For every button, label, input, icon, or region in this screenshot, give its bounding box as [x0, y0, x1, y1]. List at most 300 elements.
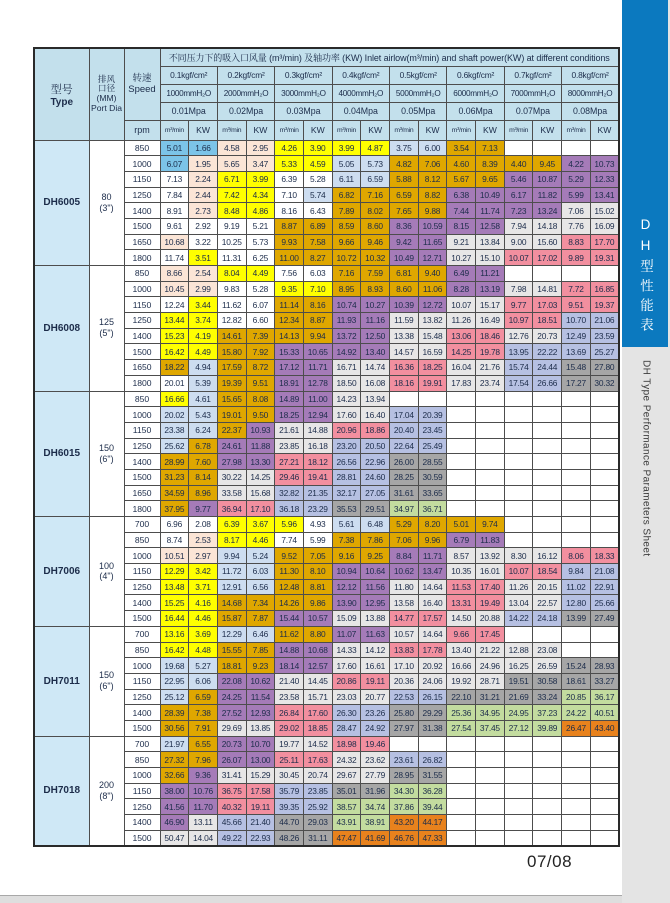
flow-unit-header-3: m³/min: [332, 120, 361, 140]
flow-cell: 30.45: [275, 768, 304, 784]
flow-cell: 29.02: [275, 720, 304, 736]
flow-cell: 48.26: [275, 830, 304, 846]
power-cell: 7.39: [246, 328, 275, 344]
pressure-kgf-header-0: 0.1kgf/cm²: [160, 66, 217, 84]
flow-cell: 7.74: [275, 532, 304, 548]
power-cell: 12.50: [361, 328, 390, 344]
power-cell: [590, 438, 619, 454]
flow-cell: 8.91: [160, 203, 189, 219]
power-cell: 11.21: [476, 266, 505, 282]
flow-cell: [562, 799, 591, 815]
flow-cell: 27.21: [275, 454, 304, 470]
power-cell: [533, 768, 562, 784]
rpm-cell: 1000: [124, 768, 160, 784]
power-cell: 25.92: [303, 799, 332, 815]
flow-cell: 23.20: [332, 438, 361, 454]
power-cell: 16.12: [533, 548, 562, 564]
power-cell: 20.39: [418, 407, 447, 423]
flow-cell: 25.62: [160, 438, 189, 454]
flow-cell: 5.01: [447, 517, 476, 533]
power-cell: 11.65: [418, 234, 447, 250]
rpm-cell: 1500: [124, 611, 160, 627]
flow-cell: 6.39: [275, 171, 304, 187]
sidebar: [622, 0, 670, 903]
flow-cell: 26.47: [562, 720, 591, 736]
flow-cell: 14.25: [447, 344, 476, 360]
flow-cell: [562, 438, 591, 454]
power-cell: 29.29: [418, 705, 447, 721]
flow-cell: 16.36: [390, 360, 419, 376]
power-cell: 5.21: [246, 218, 275, 234]
power-cell: 4.48: [189, 642, 218, 658]
model-column-header: [34, 48, 89, 140]
table-title: 不同压力下的吸入口风量 (m³/min) 及轴功率 (KW) Inlet airlow(m³/min) and shaft power(KW) at different conditions: [160, 48, 619, 66]
power-cell: 23.85: [303, 783, 332, 799]
power-cell: 3.67: [246, 517, 275, 533]
flow-cell: 12.88: [504, 642, 533, 658]
flow-cell: 13.04: [504, 595, 533, 611]
power-cell: 33.65: [418, 485, 447, 501]
flow-cell: 22.10: [447, 689, 476, 705]
power-cell: [533, 469, 562, 485]
power-cell: 13.24: [533, 203, 562, 219]
power-cell: 16.01: [476, 564, 505, 580]
flow-cell: 22.95: [160, 673, 189, 689]
flow-cell: 35.01: [332, 783, 361, 799]
flow-cell: 37.86: [390, 799, 419, 815]
rpm-cell: 1250: [124, 799, 160, 815]
power-cell: [533, 815, 562, 831]
rpm-cell: 850: [124, 266, 160, 282]
power-cell: 19.11: [361, 673, 390, 689]
power-cell: 10.65: [303, 344, 332, 360]
power-cell: 24.44: [533, 360, 562, 376]
power-cell: 6.59: [189, 689, 218, 705]
power-cell: [476, 454, 505, 470]
power-cell: 2.97: [189, 548, 218, 564]
flow-cell: 30.56: [160, 720, 189, 736]
power-cell: 30.58: [533, 673, 562, 689]
flow-cell: 5.46: [504, 171, 533, 187]
flow-cell: 11.93: [332, 313, 361, 329]
flow-cell: 10.39: [390, 297, 419, 313]
flow-cell: 5.29: [562, 171, 591, 187]
pressure-mpa-header-5: 0.06Mpa: [447, 102, 504, 120]
flow-cell: [447, 815, 476, 831]
flow-cell: 20.36: [390, 673, 419, 689]
power-cell: 8.14: [189, 469, 218, 485]
power-cell: 5.24: [246, 548, 275, 564]
power-cell: [590, 532, 619, 548]
power-cell: 22.57: [533, 595, 562, 611]
power-cell: 18.86: [361, 422, 390, 438]
flow-cell: [562, 454, 591, 470]
rpm-cell: 1250: [124, 579, 160, 595]
power-cell: 17.03: [533, 297, 562, 313]
power-cell: 13.88: [361, 611, 390, 627]
rpm-cell: 1000: [124, 156, 160, 172]
port-header-line3: (MM): [96, 93, 117, 104]
power-cell: 12.94: [303, 407, 332, 423]
flow-cell: 19.01: [217, 407, 246, 423]
power-cell: 10.76: [189, 783, 218, 799]
flow-cell: [562, 407, 591, 423]
flow-cell: 8.84: [390, 548, 419, 564]
flow-cell: [504, 469, 533, 485]
power-cell: 11.70: [189, 799, 218, 815]
flow-cell: 15.55: [217, 642, 246, 658]
power-cell: 9.45: [533, 156, 562, 172]
flow-cell: [562, 815, 591, 831]
flow-cell: 9.16: [332, 548, 361, 564]
speed-header-en: Speed: [128, 84, 156, 96]
flow-cell: 10.07: [504, 250, 533, 266]
power-cell: 20.92: [418, 658, 447, 674]
flow-unit-header-7: m³/min: [562, 120, 591, 140]
power-cell: 36.71: [418, 501, 447, 517]
port-header-line4: Port Dia: [90, 103, 123, 114]
power-cell: 11.83: [476, 532, 505, 548]
power-cell: 7.59: [361, 266, 390, 282]
power-cell: 11.54: [246, 689, 275, 705]
flow-cell: 27.97: [390, 720, 419, 736]
port-column-header: [89, 48, 124, 140]
power-cell: 17.63: [303, 752, 332, 768]
flow-cell: 7.94: [504, 218, 533, 234]
sidebar-label-en: DH Type Performance Parameters Sheet: [640, 360, 652, 557]
power-cell: 4.46: [246, 532, 275, 548]
flow-cell: 31.41: [217, 768, 246, 784]
power-cell: 14.18: [533, 218, 562, 234]
power-cell: 15.60: [533, 234, 562, 250]
power-cell: 21.08: [590, 564, 619, 580]
flow-cell: 12.48: [275, 579, 304, 595]
flow-cell: 8.17: [217, 532, 246, 548]
power-cell: 7.60: [189, 454, 218, 470]
table-row: [34, 140, 619, 156]
power-cell: [476, 438, 505, 454]
power-cell: 6.24: [189, 422, 218, 438]
power-cell: 24.92: [361, 720, 390, 736]
flow-cell: [504, 815, 533, 831]
flow-cell: 10.70: [562, 313, 591, 329]
power-cell: 6.56: [246, 579, 275, 595]
flow-cell: 9.89: [562, 250, 591, 266]
rpm-cell: 700: [124, 736, 160, 752]
power-cell: 1.95: [189, 156, 218, 172]
flow-cell: 7.65: [390, 203, 419, 219]
flow-cell: 9.66: [447, 626, 476, 642]
speed-header-cn: 转速: [132, 72, 152, 84]
flow-cell: 10.35: [447, 564, 476, 580]
power-cell: 13.11: [189, 815, 218, 831]
rpm-cell: 1500: [124, 469, 160, 485]
flow-cell: [447, 485, 476, 501]
rpm-cell: 1650: [124, 234, 160, 250]
power-cell: 39.44: [418, 799, 447, 815]
flow-cell: 8.04: [217, 266, 246, 282]
power-cell: 4.87: [361, 140, 390, 156]
flow-cell: 6.96: [160, 517, 189, 533]
power-cell: 2.92: [189, 218, 218, 234]
power-cell: 8.87: [303, 313, 332, 329]
power-cell: [533, 501, 562, 517]
flow-cell: 13.48: [160, 579, 189, 595]
power-cell: 28.71: [476, 673, 505, 689]
flow-cell: 10.62: [390, 564, 419, 580]
flow-cell: 15.25: [160, 595, 189, 611]
power-cell: 20.74: [303, 768, 332, 784]
flow-cell: 11.53: [447, 579, 476, 595]
flow-cell: 16.42: [160, 344, 189, 360]
flow-unit-header-0: m³/min: [160, 120, 189, 140]
flow-cell: 4.26: [275, 140, 304, 156]
rpm-cell: 1800: [124, 375, 160, 391]
power-cell: 47.33: [418, 830, 447, 846]
flow-cell: 9.21: [447, 234, 476, 250]
flow-cell: 14.23: [332, 391, 361, 407]
flow-cell: 43.91: [332, 815, 361, 831]
flow-cell: 25.80: [390, 705, 419, 721]
flow-cell: 8.48: [217, 203, 246, 219]
flow-cell: 6.17: [504, 187, 533, 203]
flow-cell: 9.51: [562, 297, 591, 313]
power-cell: 12.95: [361, 595, 390, 611]
flow-cell: 18.81: [217, 658, 246, 674]
flow-cell: 12.34: [275, 313, 304, 329]
flow-cell: 8.30: [504, 548, 533, 564]
flow-cell: 15.23: [160, 328, 189, 344]
flow-cell: 8.16: [275, 203, 304, 219]
flow-cell: [504, 830, 533, 846]
flow-cell: 31.61: [390, 485, 419, 501]
pressure-mpa-header-0: 0.01Mpa: [160, 102, 217, 120]
power-cell: [590, 469, 619, 485]
bottom-bar: [0, 895, 670, 903]
flow-cell: 20.02: [160, 407, 189, 423]
power-cell: 31.38: [418, 720, 447, 736]
flow-cell: 6.11: [332, 171, 361, 187]
flow-cell: 7.72: [562, 281, 591, 297]
power-cell: 4.93: [303, 517, 332, 533]
power-cell: 14.74: [361, 360, 390, 376]
power-cell: 7.87: [246, 611, 275, 627]
flow-cell: 28.47: [332, 720, 361, 736]
power-cell: 18.46: [476, 328, 505, 344]
flow-cell: 18.50: [332, 375, 361, 391]
power-cell: 25.66: [590, 595, 619, 611]
power-cell: 8.02: [361, 203, 390, 219]
pressure-kgf-header-3: 0.4kgf/cm²: [332, 66, 389, 84]
power-cell: 22.22: [533, 344, 562, 360]
flow-cell: 29.69: [217, 720, 246, 736]
power-cell: 11.56: [361, 579, 390, 595]
power-cell: 23.62: [361, 752, 390, 768]
flow-cell: [504, 626, 533, 642]
flow-cell: 7.38: [332, 532, 361, 548]
power-cell: 15.02: [590, 203, 619, 219]
flow-cell: 27.32: [160, 752, 189, 768]
rpm-cell: 1150: [124, 564, 160, 580]
flow-cell: 23.38: [160, 422, 189, 438]
rpm-cell: 850: [124, 752, 160, 768]
power-cell: 31.96: [361, 783, 390, 799]
flow-unit-header-1: m³/min: [217, 120, 246, 140]
model-cell: DH6008: [34, 266, 89, 392]
power-unit-header-6: KW: [533, 120, 562, 140]
power-cell: 7.58: [303, 234, 332, 250]
flow-cell: 23.61: [390, 752, 419, 768]
power-cell: 2.99: [189, 281, 218, 297]
flow-cell: 16.44: [160, 611, 189, 627]
pressure-mpa-header-4: 0.05Mpa: [390, 102, 447, 120]
rpm-cell: 1650: [124, 485, 160, 501]
power-cell: 6.78: [189, 438, 218, 454]
power-cell: 10.68: [303, 642, 332, 658]
pressure-mmh2o-header-3: 4000mmH₂O: [332, 84, 389, 102]
power-unit-header-0: KW: [189, 120, 218, 140]
power-cell: [533, 266, 562, 282]
power-unit-header-2: KW: [303, 120, 332, 140]
power-cell: 13.00: [246, 752, 275, 768]
power-cell: 13.85: [246, 720, 275, 736]
flow-cell: 8.28: [447, 281, 476, 297]
rpm-cell: 1150: [124, 783, 160, 799]
power-cell: 13.84: [476, 234, 505, 250]
flow-cell: 9.00: [504, 234, 533, 250]
power-cell: 5.39: [189, 375, 218, 391]
power-cell: 9.46: [361, 234, 390, 250]
power-cell: [533, 407, 562, 423]
flow-cell: 4.22: [562, 156, 591, 172]
power-cell: 8.82: [418, 187, 447, 203]
flow-cell: 3.99: [332, 140, 361, 156]
table-row: [34, 391, 619, 407]
power-cell: 7.85: [246, 642, 275, 658]
model-cell: DH6005: [34, 140, 89, 266]
power-cell: 10.57: [303, 611, 332, 627]
power-cell: 21.35: [303, 485, 332, 501]
flow-cell: 28.25: [390, 469, 419, 485]
power-cell: 7.06: [418, 156, 447, 172]
power-cell: [476, 752, 505, 768]
flow-cell: 36.18: [275, 501, 304, 517]
power-cell: 9.51: [246, 375, 275, 391]
pressure-kgf-header-6: 0.7kgf/cm²: [504, 66, 561, 84]
power-cell: 17.60: [303, 705, 332, 721]
power-cell: 25.49: [418, 438, 447, 454]
power-cell: 18.51: [533, 313, 562, 329]
flow-cell: 6.07: [160, 156, 189, 172]
flow-cell: 27.54: [447, 720, 476, 736]
power-cell: 17.40: [476, 579, 505, 595]
rpm-cell: 1400: [124, 705, 160, 721]
power-cell: [590, 799, 619, 815]
flow-cell: [562, 469, 591, 485]
power-cell: 10.87: [533, 171, 562, 187]
power-cell: 6.55: [189, 736, 218, 752]
flow-cell: [504, 422, 533, 438]
flow-cell: 23.85: [275, 438, 304, 454]
flow-cell: 33.58: [217, 485, 246, 501]
flow-cell: 45.66: [217, 815, 246, 831]
power-cell: 17.10: [246, 501, 275, 517]
power-cell: 4.59: [303, 156, 332, 172]
power-cell: 13.47: [418, 564, 447, 580]
power-cell: 37.23: [533, 705, 562, 721]
power-cell: [476, 768, 505, 784]
power-cell: 4.49: [246, 266, 275, 282]
power-cell: 3.51: [189, 250, 218, 266]
flow-cell: 4.82: [390, 156, 419, 172]
flow-cell: 8.59: [332, 218, 361, 234]
flow-cell: 13.99: [562, 611, 591, 627]
power-cell: 9.23: [246, 658, 275, 674]
flow-cell: 11.00: [275, 250, 304, 266]
flow-cell: 26.00: [390, 454, 419, 470]
power-cell: 15.10: [476, 250, 505, 266]
power-cell: 20.88: [476, 611, 505, 627]
flow-cell: 4.60: [447, 156, 476, 172]
flow-cell: 5.99: [562, 187, 591, 203]
flow-cell: 17.60: [332, 407, 361, 423]
pressure-mmh2o-header-0: 1000mmH₂O: [160, 84, 217, 102]
flow-cell: 6.71: [217, 171, 246, 187]
power-cell: 12.93: [246, 705, 275, 721]
flow-cell: [504, 736, 533, 752]
power-cell: 11.71: [303, 360, 332, 376]
power-cell: 8.93: [361, 281, 390, 297]
flow-cell: 11.26: [447, 313, 476, 329]
flow-cell: [447, 768, 476, 784]
power-cell: [476, 501, 505, 517]
power-unit-header-5: KW: [476, 120, 505, 140]
power-cell: 26.66: [533, 375, 562, 391]
flow-cell: 19.68: [160, 658, 189, 674]
pressure-mmh2o-header-7: 8000mmH₂O: [562, 84, 619, 102]
flow-cell: 9.35: [275, 281, 304, 297]
power-cell: 18.25: [418, 360, 447, 376]
flow-cell: 24.25: [217, 689, 246, 705]
power-cell: 2.53: [189, 532, 218, 548]
flow-cell: 3.75: [390, 140, 419, 156]
power-cell: 10.32: [361, 250, 390, 266]
flow-cell: [447, 752, 476, 768]
rpm-cell: 1000: [124, 658, 160, 674]
power-cell: 3.74: [189, 313, 218, 329]
power-cell: 12.58: [476, 218, 505, 234]
flow-cell: 6.49: [447, 266, 476, 282]
flow-cell: 10.27: [447, 250, 476, 266]
flow-cell: 11.26: [504, 579, 533, 595]
flow-cell: 10.07: [447, 297, 476, 313]
pressure-kgf-header-2: 0.3kgf/cm²: [275, 66, 332, 84]
flow-cell: [504, 517, 533, 533]
flow-cell: 26.84: [275, 705, 304, 721]
flow-cell: 14.68: [217, 595, 246, 611]
flow-cell: 9.42: [390, 234, 419, 250]
power-cell: 6.06: [189, 673, 218, 689]
power-cell: 14.81: [533, 281, 562, 297]
flow-cell: 13.44: [160, 313, 189, 329]
flow-cell: 39.35: [275, 799, 304, 815]
power-cell: 34.95: [476, 705, 505, 721]
flow-cell: [562, 140, 591, 156]
flow-cell: 8.83: [562, 234, 591, 250]
power-cell: 9.88: [418, 203, 447, 219]
flow-cell: 8.95: [332, 281, 361, 297]
flow-cell: 10.74: [332, 297, 361, 313]
